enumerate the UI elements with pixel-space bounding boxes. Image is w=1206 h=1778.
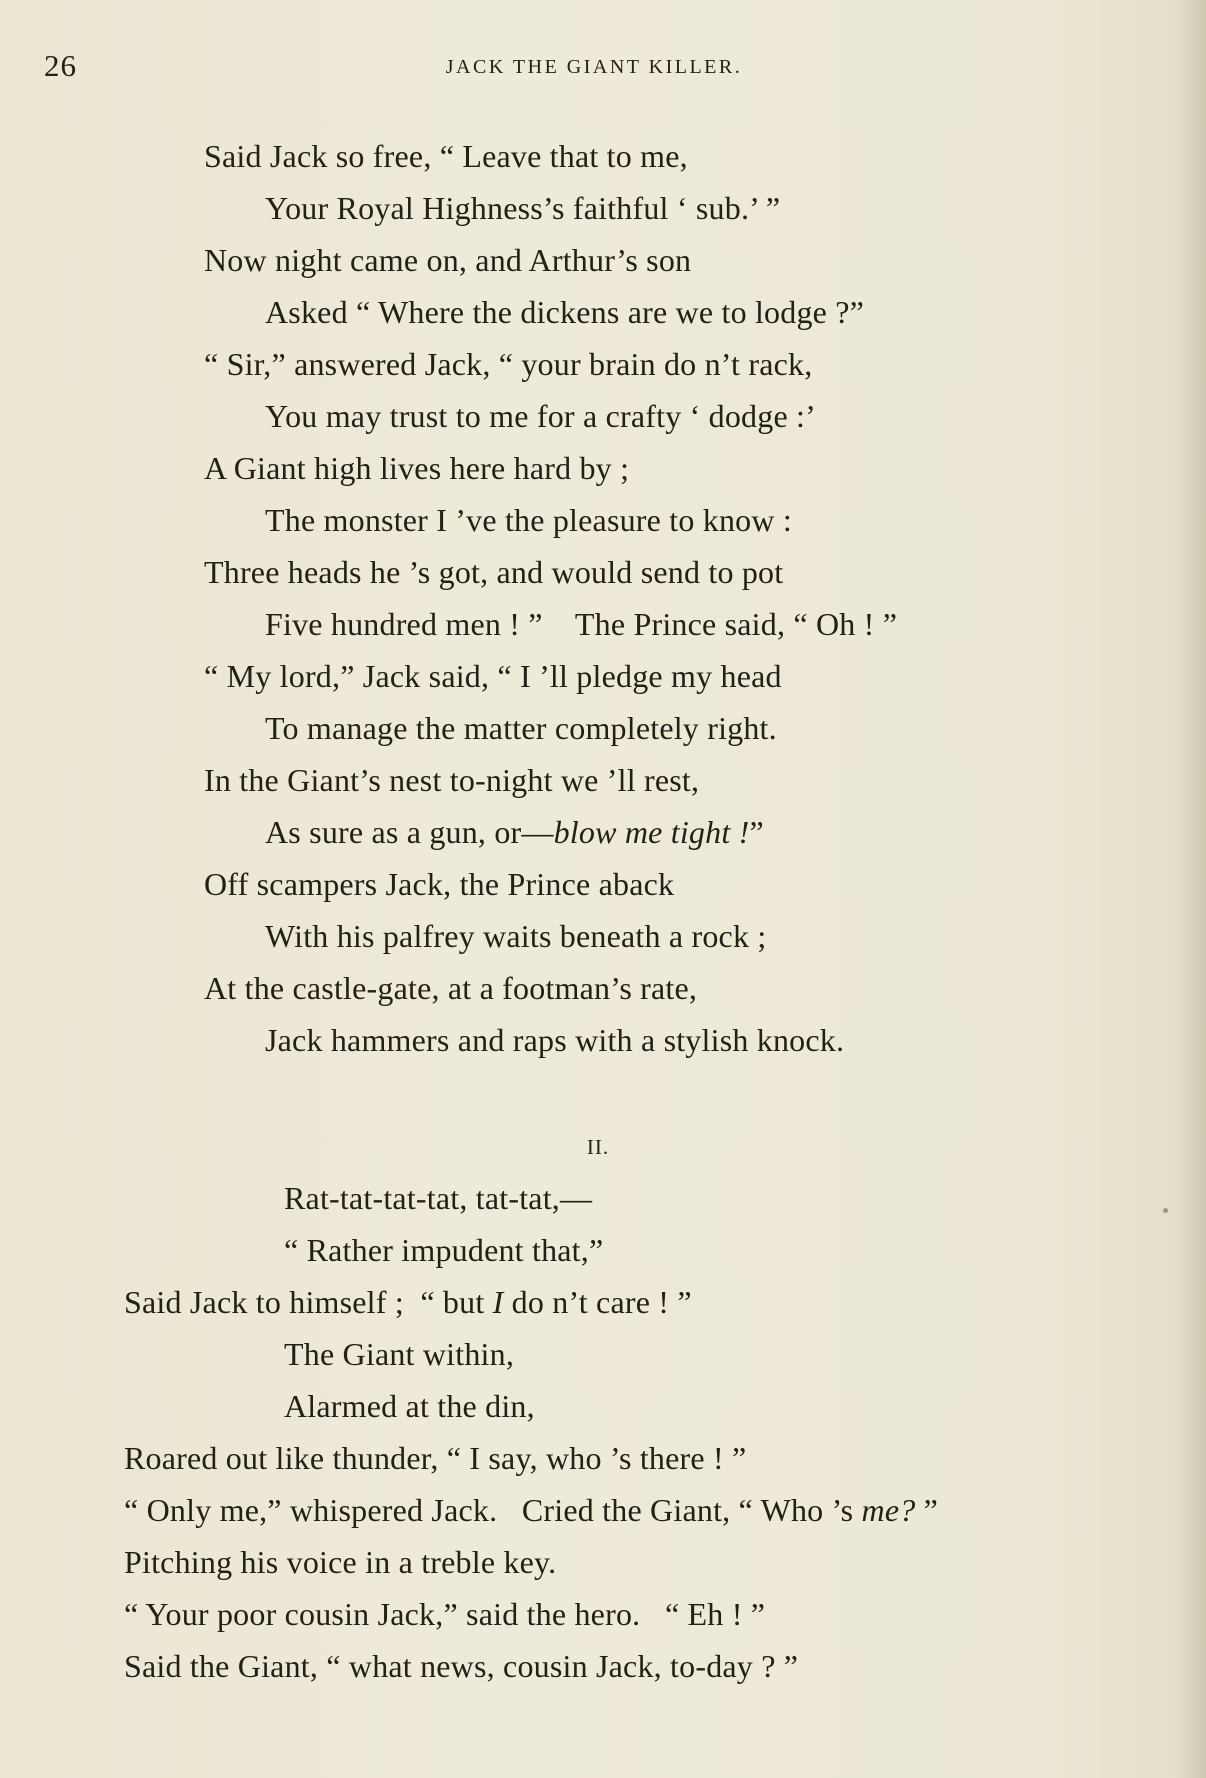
verse-line: Rat-tat-tat-tat, tat-tat,—: [284, 1180, 593, 1216]
verse-text: As sure as a gun, or—: [265, 814, 554, 850]
verse-line: Asked “ Where the dickens are we to lodge ?”: [265, 294, 865, 330]
verse-line: Your Royal Highness’s faithful ‘ sub.’ ”: [265, 190, 781, 226]
verse-line: “ Your poor cousin Jack,” said the hero. “ Eh ! ”: [124, 1596, 766, 1632]
verse-line: The Giant within,: [284, 1336, 515, 1372]
verse-line: [124, 1492, 938, 1529]
verse-line: “ Rather impudent that,”: [284, 1232, 604, 1268]
verse-line: Off scampers Jack, the Prince aback: [204, 866, 675, 902]
verse-line: With his palfrey waits beneath a rock ;: [265, 918, 767, 954]
verse-line: “ Sir,” answered Jack, “ your brain do n’t rack,: [204, 346, 813, 382]
verse-text: ”: [749, 814, 764, 850]
running-head-text: JACK THE GIANT KILLER.: [445, 56, 743, 78]
verse-text: “ Only me,” whispered Jack. Cried the Giant, “ Who ’s: [124, 1492, 862, 1528]
verse-italic-text: I: [492, 1284, 504, 1320]
verse-line: The monster I ’ve the pleasure to know :: [265, 502, 792, 538]
verse-line: Said the Giant, “ what news, cousin Jack, to-day ? ”: [124, 1648, 799, 1684]
section-numeral: [0, 1135, 1206, 1160]
verse-line: Now night came on, and Arthur’s son: [204, 242, 692, 278]
verse-line: Roared out like thunder, “ I say, who ’s there ! ”: [124, 1440, 747, 1476]
verse-line: Three heads he ’s got, and would send to pot: [204, 554, 784, 590]
verse-line: Five hundred men ! ” The Prince said, “ Oh ! ”: [265, 606, 898, 642]
verse-line: [124, 1284, 692, 1321]
verse-line: Jack hammers and raps with a stylish knock.: [265, 1022, 845, 1058]
verse-line: In the Giant’s nest to-night we ’ll rest,: [204, 762, 700, 798]
verse-line: Said Jack so free, “ Leave that to me,: [204, 138, 688, 174]
verse-line: To manage the matter completely right.: [265, 710, 777, 746]
verse-text: do n’t care ! ”: [503, 1284, 692, 1320]
verse-line: [265, 814, 764, 851]
verse-line: A Giant high lives here hard by ;: [204, 450, 630, 486]
verse-line: “ My lord,” Jack said, “ I ’ll pledge my head: [204, 658, 782, 694]
verse-line: You may trust to me for a crafty ‘ dodge :’: [265, 398, 817, 434]
page-edge-shadow: [1178, 0, 1206, 1778]
section-numeral-text: II.: [586, 1135, 610, 1159]
running-head: [0, 56, 1206, 79]
verse-line: At the castle-gate, at a footman’s rate,: [204, 970, 698, 1006]
verse-text: Said Jack to himself ; “ but: [124, 1284, 493, 1320]
verse-text: ”: [915, 1492, 939, 1528]
verse-line: Pitching his voice in a treble key.: [124, 1544, 557, 1580]
verse-line: Alarmed at the din,: [284, 1388, 535, 1424]
paper-speck: [1163, 1208, 1168, 1213]
verse-italic-text: blow me tight !: [553, 814, 750, 850]
verse-italic-text: me?: [861, 1492, 916, 1528]
page-number: 26: [44, 48, 77, 83]
